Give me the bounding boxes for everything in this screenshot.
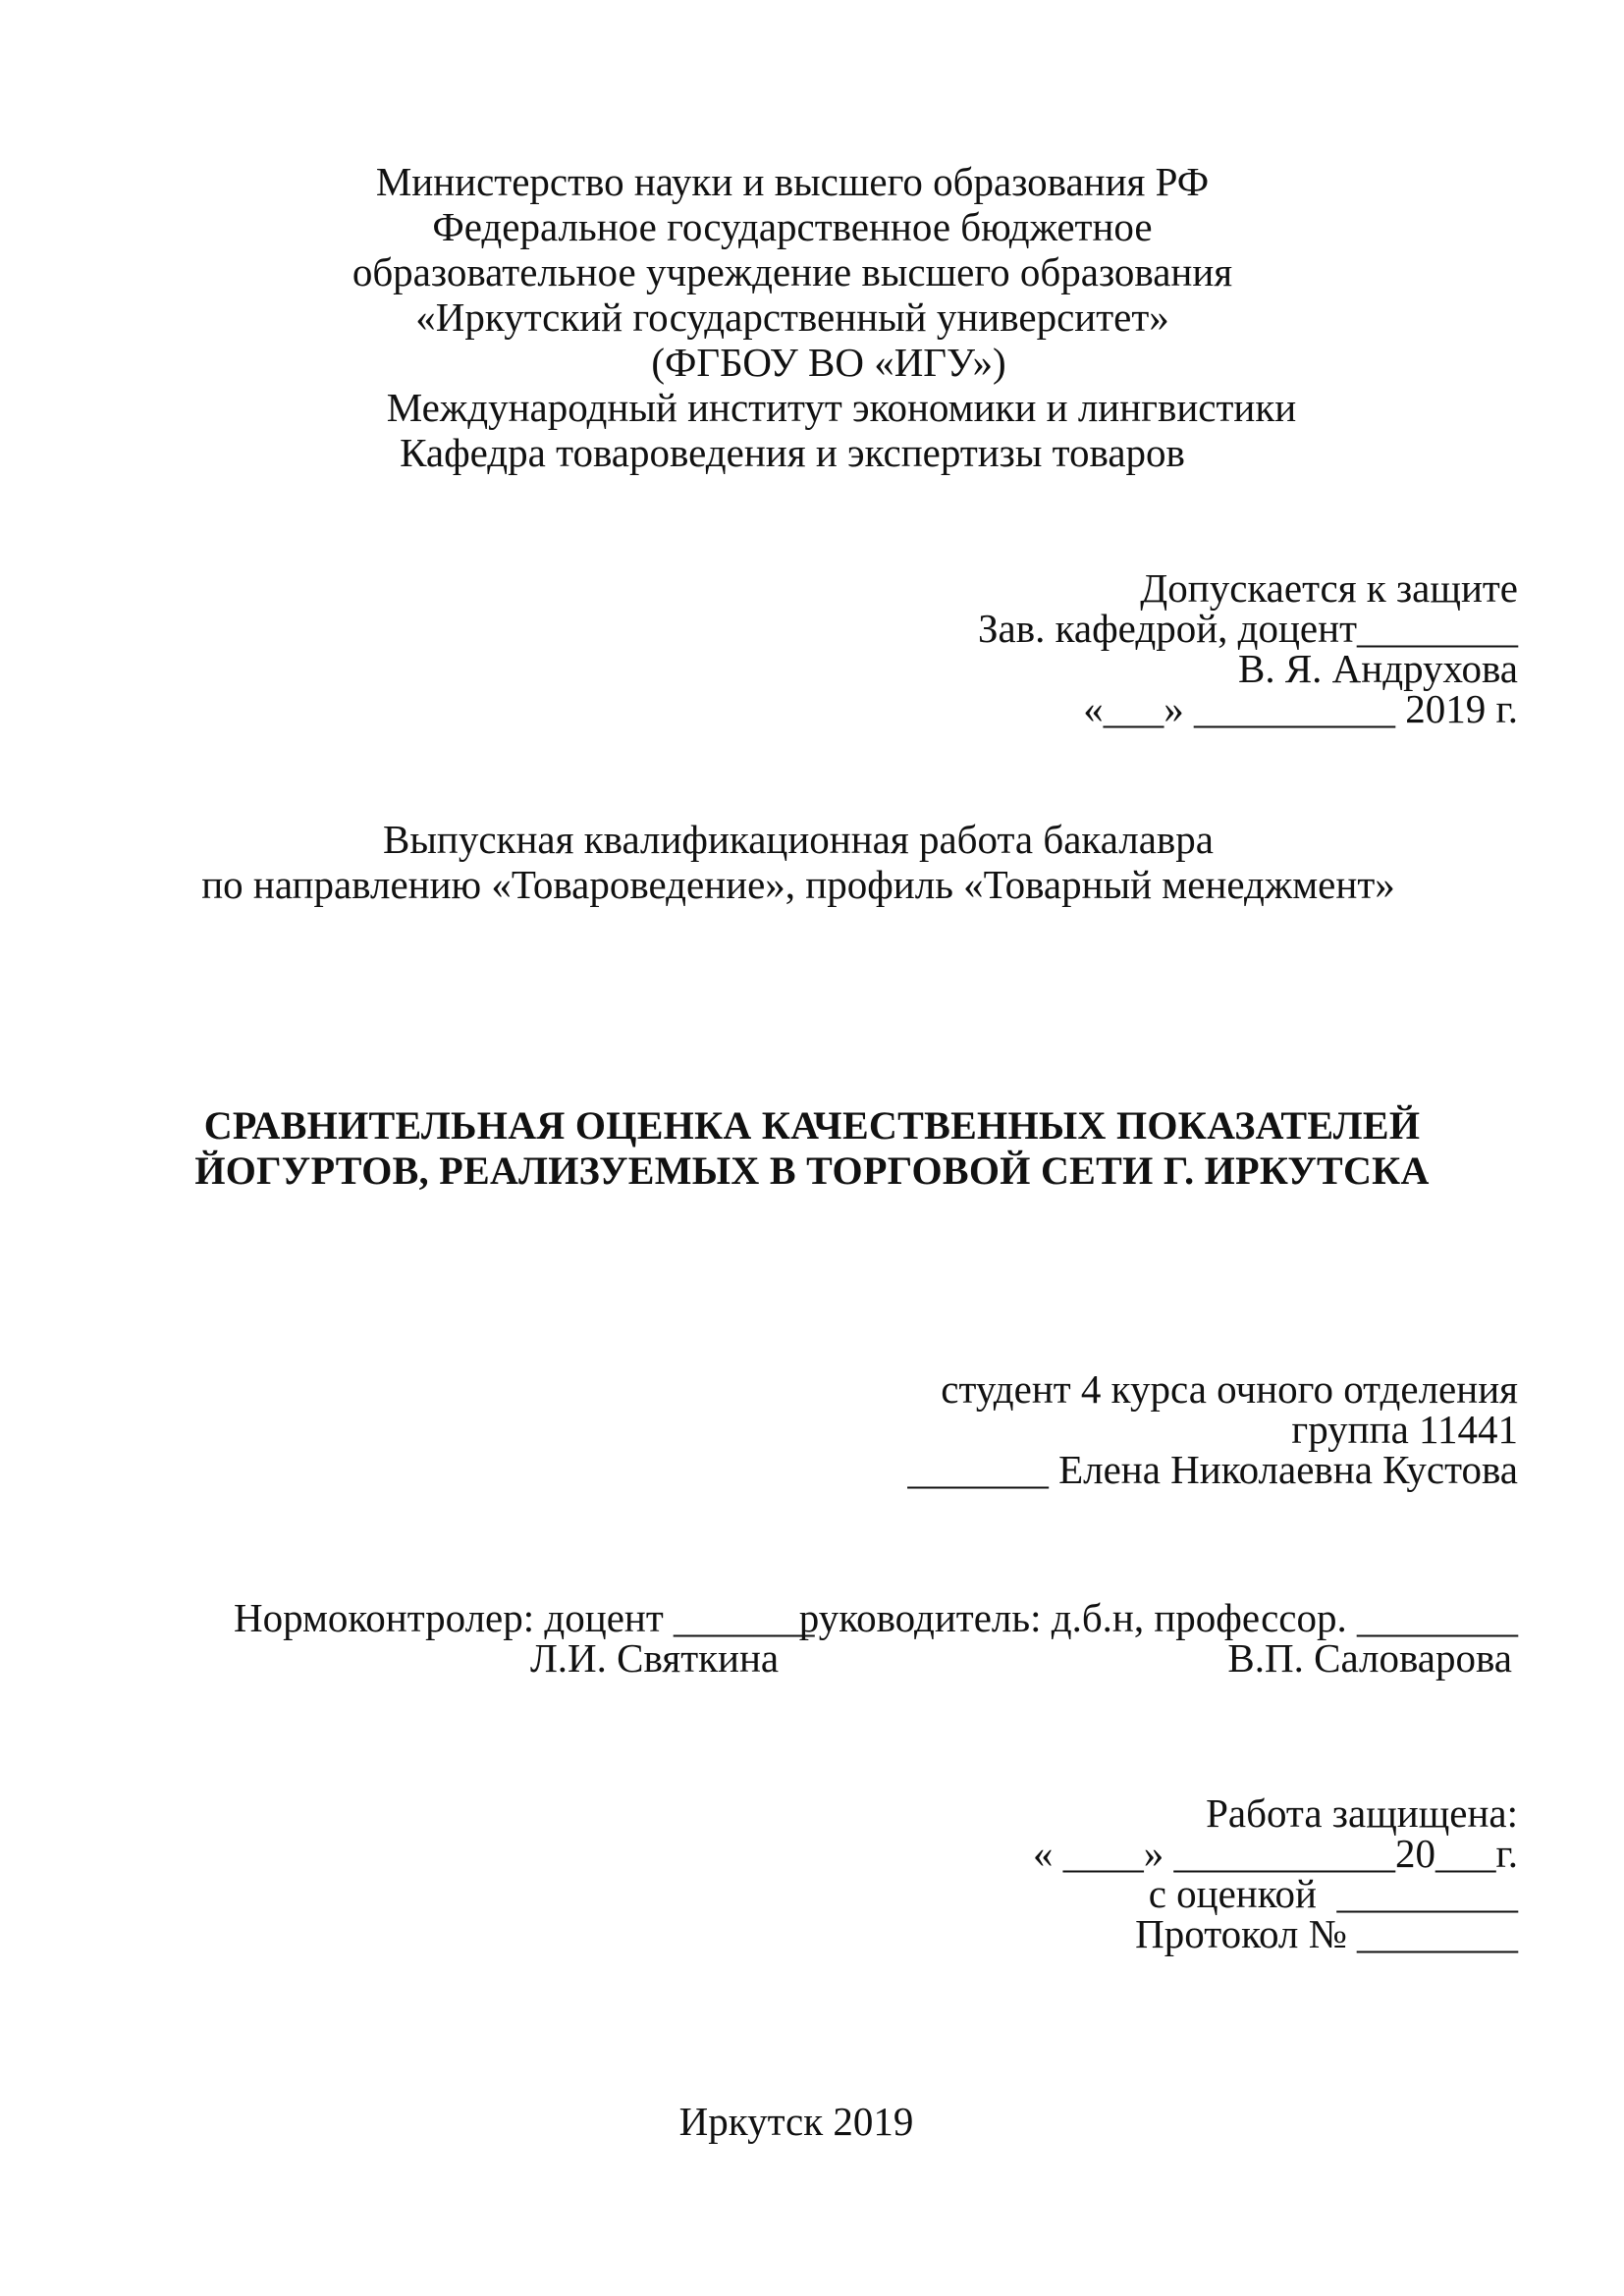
supervisor-label: руководитель: д.б.н, профессор. ________ xyxy=(798,1595,1518,1640)
student-group: группа 11441 xyxy=(1291,1407,1518,1452)
normcontrol-label: Нормоконтролер: доцент _______ xyxy=(234,1595,815,1640)
admission-head-name: В. Я. Андрухова xyxy=(1237,646,1518,691)
admission-heading: Допускается к защите xyxy=(1140,565,1518,611)
department-line: Кафедра товароведения и экспертизы товаров xyxy=(400,430,1185,475)
degree-direction-line: по направлению «Товароведение», профиль «Товарный менеджмент» xyxy=(201,862,1395,907)
student-name: _______ Елена Николаевна Кустова xyxy=(907,1447,1518,1492)
federal-line: Федеральное государственное бюджетное xyxy=(432,204,1153,249)
defense-date: « ____» ___________20___г. xyxy=(1033,1831,1518,1876)
degree-type-line: Выпускная квалификационная работа бакалавра xyxy=(383,817,1214,862)
education-institution-line: образовательное учреждение высшего образования xyxy=(352,249,1233,294)
university-abbr-line: (ФГБОУ ВО «ИГУ») xyxy=(651,340,1006,385)
admission-date: «___» __________ 2019 г. xyxy=(1083,686,1518,731)
defense-protocol: Протокол № ________ xyxy=(1135,1911,1518,1956)
defense-grade: с оценкой _________ xyxy=(1148,1871,1518,1916)
thesis-title-line-2: ЙОГУРТОВ, РЕАЛИЗУЕМЫХ В ТОРГОВОЙ СЕТИ Г. ИРКУТСКА xyxy=(194,1148,1430,1193)
ministry-line: Министерство науки и высшего образования РФ xyxy=(375,159,1210,204)
thesis-title-line-1: СРАВНИТЕЛЬНАЯ ОЦЕНКА КАЧЕСТВЕННЫХ ПОКАЗАТЕЛЕЙ xyxy=(203,1103,1421,1148)
supervisor-name: В.П. Саловарова xyxy=(1227,1635,1512,1681)
admission-head-of-department: Зав. кафедрой, доцент________ xyxy=(978,606,1518,651)
normcontrol-name: Л.И. Святкина xyxy=(530,1635,780,1681)
city-year: Иркутск 2019 xyxy=(678,2099,914,2144)
institute-line: Международный институт экономики и лингвистики xyxy=(386,385,1297,430)
defense-heading: Работа защищена: xyxy=(1206,1790,1518,1836)
university-name-line: «Иркутский государственный университет» xyxy=(415,294,1169,340)
student-course: студент 4 курса очного отделения xyxy=(941,1366,1518,1412)
